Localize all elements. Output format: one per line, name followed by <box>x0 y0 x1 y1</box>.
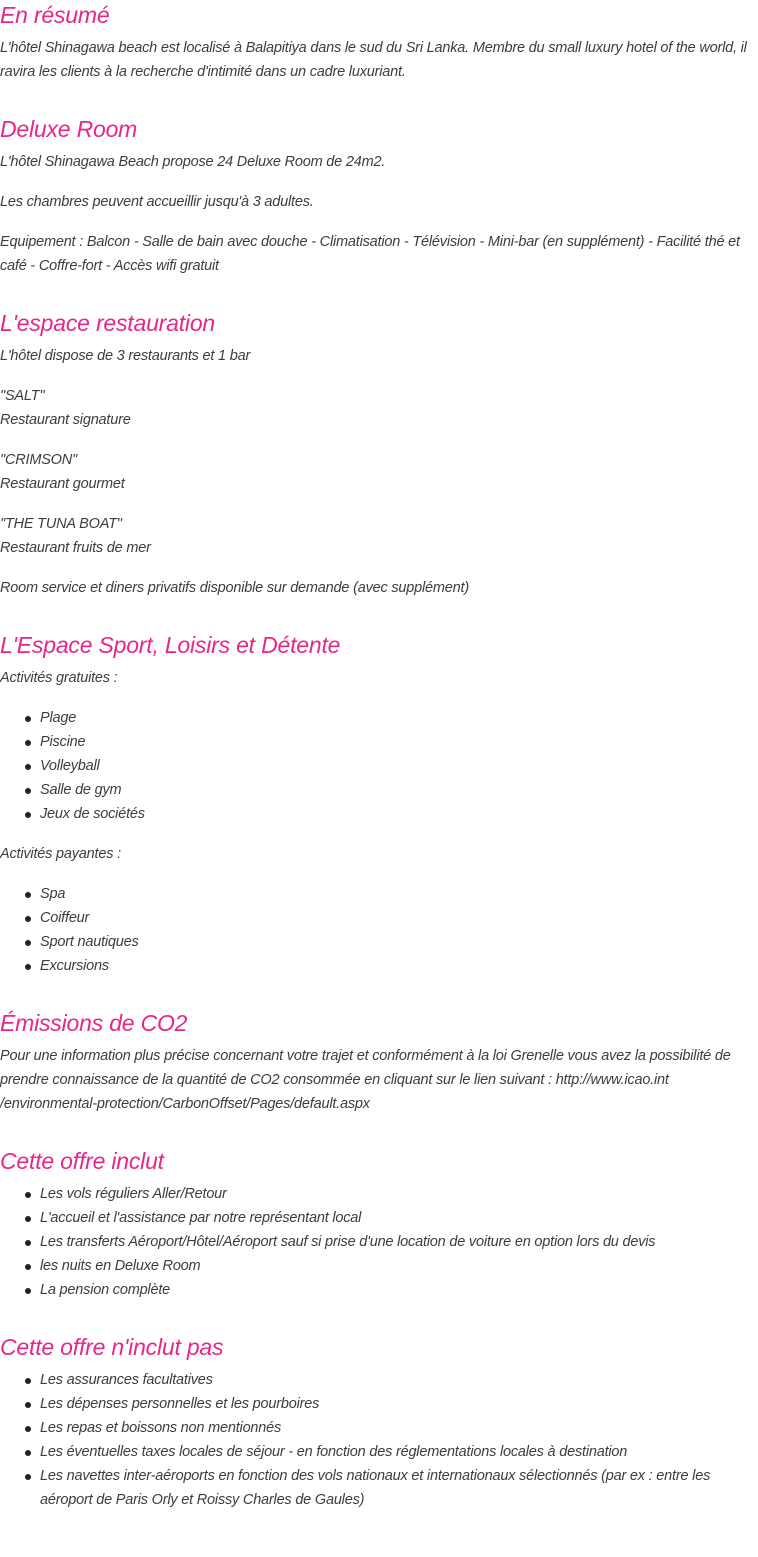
list-item: Jeux de sociétés <box>40 802 758 826</box>
offer-includes-list <box>0 1182 758 1302</box>
section-title-resume: En résumé <box>0 2 110 28</box>
list-item: Plage <box>40 706 758 730</box>
section-title-restauration: L'espace restauration <box>0 310 215 336</box>
resume-paragraph: L'hôtel Shinagawa beach est localisé à Balapitiya dans le sud du Sri Lanka. Membre du small luxury hotel of the world, il ravira les clients à la recherche d'intimité dans un cadre luxuriant. <box>0 40 747 80</box>
list-item: les nuits en Deluxe Room <box>40 1254 758 1278</box>
restaurant-type: Restaurant signature <box>0 412 131 428</box>
list-item: Les transferts Aéroport/Hôtel/Aéroport sauf si prise d'une location de voiture en option lors du devis <box>40 1230 758 1254</box>
deluxe-paragraph-capacity-rooms: L'hôtel Shinagawa Beach propose 24 Deluxe Room de 24m2. <box>0 154 386 170</box>
free-activities-list <box>0 706 758 826</box>
co2-paragraph: Pour une information plus précise concernant votre trajet et conformément à la loi Grenelle vous avez la possibilité de prendre connaissance de la quantité de CO2 consommée en cliquant sur le lien suivant : http://www.icao.int /environmental-protection/CarbonOffset/Pages/default.aspx <box>0 1048 731 1112</box>
restaurant-name: "THE TUNA BOAT" <box>0 516 122 532</box>
list-item: Les éventuelles taxes locales de séjour - en fonction des réglementations locales à destination <box>40 1440 758 1464</box>
restaurant-type: Restaurant fruits de mer <box>0 540 151 556</box>
list-item: L'accueil et l'assistance par notre représentant local <box>40 1206 758 1230</box>
section-title-co2: Émissions de CO2 <box>0 1010 188 1036</box>
list-item: Spa <box>40 882 758 906</box>
restaurant-type: Restaurant gourmet <box>0 476 125 492</box>
list-item: Les dépenses personnelles et les pourboires <box>40 1392 758 1416</box>
restaurant-entry <box>0 384 758 432</box>
deluxe-paragraph-occupancy: Les chambres peuvent accueillir jusqu'à 3 adultes. <box>0 194 314 210</box>
section-title-deluxe-room: Deluxe Room <box>0 116 138 142</box>
section-title-offer-excludes: Cette offre n'inclut pas <box>0 1334 224 1360</box>
list-item: Coiffeur <box>40 906 758 930</box>
list-item: Excursions <box>40 954 758 978</box>
restaurant-name: "CRIMSON" <box>0 452 77 468</box>
list-item: Piscine <box>40 730 758 754</box>
list-item: La pension complète <box>40 1278 758 1302</box>
list-item: Les vols réguliers Aller/Retour <box>40 1182 758 1206</box>
offer-excludes-list <box>0 1368 758 1512</box>
paid-activities-label: Activités payantes : <box>0 846 121 862</box>
list-item: Les navettes inter-aéroports en fonction des vols nationaux et internationaux sélectionnés (par ex : entre les aéroport de Paris Orly et Roissy Charles de Gaules) <box>40 1464 758 1512</box>
restaurant-entry <box>0 512 758 560</box>
section-title-offer-includes: Cette offre inclut <box>0 1148 164 1174</box>
restauration-intro: L'hôtel dispose de 3 restaurants et 1 bar <box>0 348 251 364</box>
restaurant-name: "SALT" <box>0 388 45 404</box>
list-item: Volleyball <box>40 754 758 778</box>
restaurant-entry <box>0 448 758 496</box>
free-activities-label: Activités gratuites : <box>0 670 118 686</box>
deluxe-paragraph-equipment: Equipement : Balcon - Salle de bain avec douche - Climatisation - Télévision - Mini-bar (en supplément) - Facilité thé et café - Coffre-fort - Accès wifi gratuit <box>0 234 740 274</box>
restauration-room-service: Room service et diners privatifs disponible sur demande (avec supplément) <box>0 580 469 596</box>
paid-activities-list <box>0 882 758 978</box>
list-item: Sport nautiques <box>40 930 758 954</box>
list-item: Salle de gym <box>40 778 758 802</box>
list-item: Les repas et boissons non mentionnés <box>40 1416 758 1440</box>
section-title-sport-loisirs: L'Espace Sport, Loisirs et Détente <box>0 632 341 658</box>
list-item: Les assurances facultatives <box>40 1368 758 1392</box>
